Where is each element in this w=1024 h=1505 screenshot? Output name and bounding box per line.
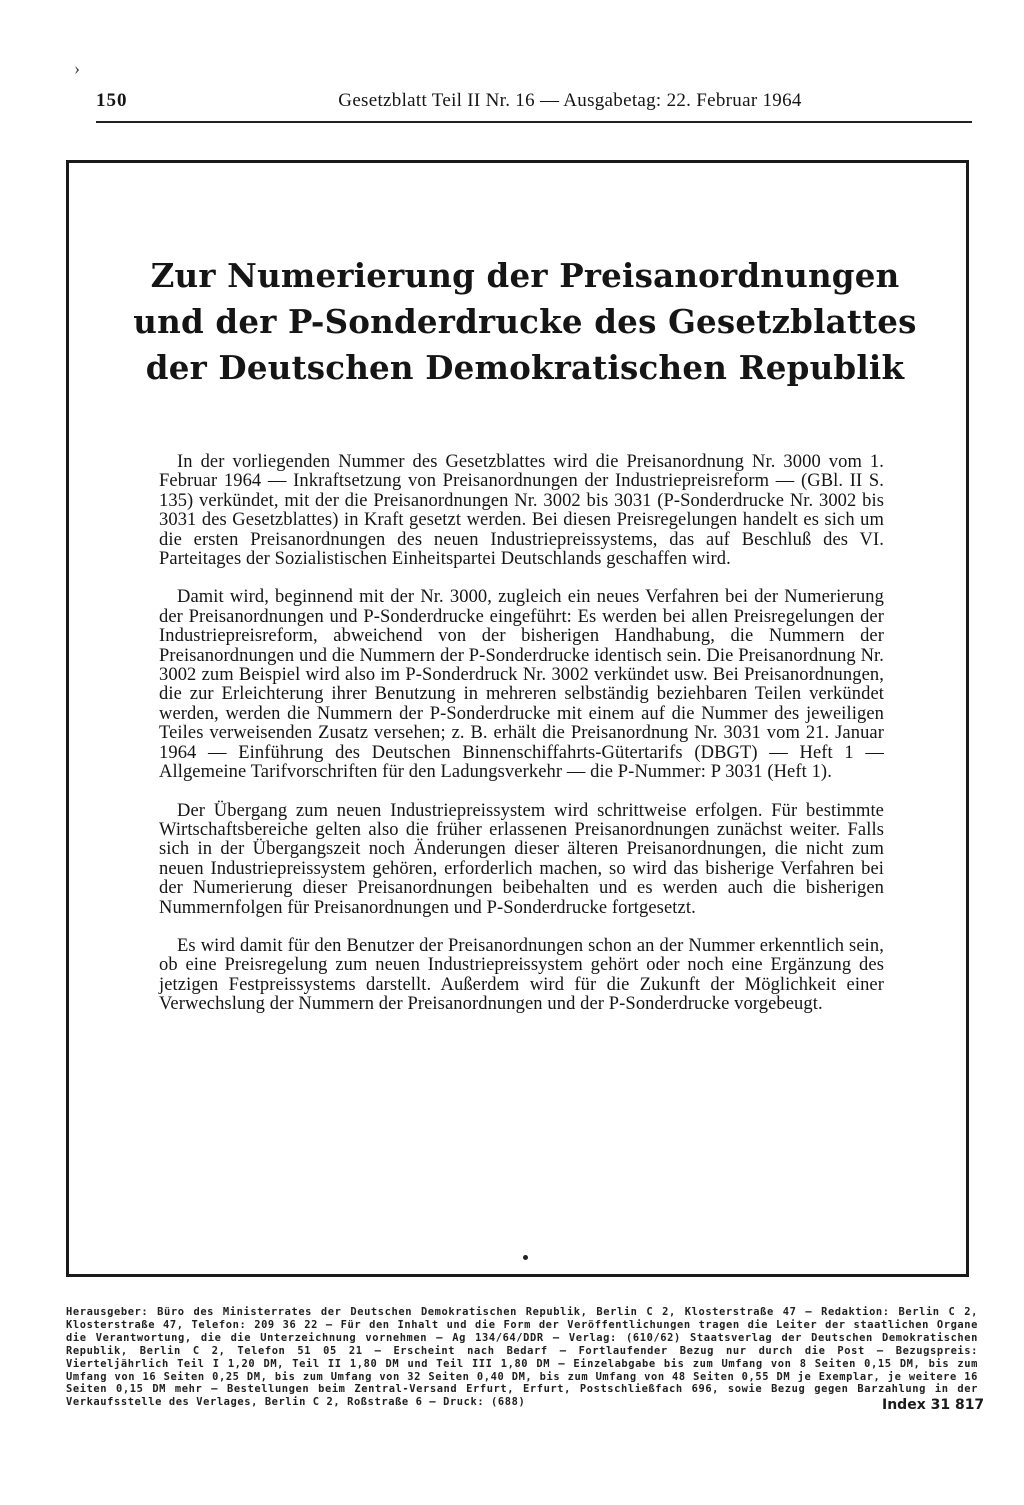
imprint-index: Index 31 817	[882, 1397, 985, 1413]
title-line-1: Zur Numerierung der Preisanordnungen	[150, 256, 900, 295]
title-line-3: der Deutschen Demokratischen Republik	[145, 348, 905, 387]
body-paragraph-4: Es wird damit für den Benutzer der Preisanordnungen schon an der Nummer erkenntlich sein, ob eine Preisregelung zum neuen Industriepreissystem gehört oder noch eine Ergänzung des jetzigen Festpreissystems darstellt. Außerdem wird für die Zukunft der Möglichkeit einer Verwechslung der Nummern der Preisanordnungen und der P-Sonderdrucke vorgebeugt.	[159, 935, 884, 1015]
stray-mark: ›	[74, 58, 80, 78]
bullet-mark	[523, 1255, 528, 1260]
header-title: Gesetzblatt Teil II Nr. 16 — Ausgabetag: 22. Februar 1964	[338, 90, 802, 111]
notice-body	[159, 453, 884, 1034]
body-paragraph-2: Damit wird, beginnend mit der Nr. 3000, zugleich ein neues Verfahren bei der Numerierung der Preisanordnungen und P-Sonderdrucke eingeführt: Es werden bei allen Preisregelungen der Industriepreisreform, abweichend von der bisherigen Handhabung, die Nummern der Preisanordnungen und die Nummern der P-Sonderdrucke identisch sein. Die Preisanordnung Nr. 3002 zum Beispiel wird also im P-Sonderdruck Nr. 3002 verkündet usw. Bei Preisanordnungen, die zur Erleichterung ihrer Benutzung in mehreren selbständig beziehbaren Teilen verkündet werden, werden die Nummern der P-Sonderdrucke mit einem auf die Nummer des jeweiligen Teiles verweisenden Zusatz versehen; z. B. erhält die Preisanordnung Nr. 3031 vom 21. Januar 1964 — Einführung des Deutschen Binnenschiffahrts-Gütertarifs (DBGT) — Heft 1 — Allgemeine Tarifvorschriften für den Ladungsverkehr — die P-Nummer: P 3031 (Heft 1).	[159, 587, 884, 783]
title-line-2: und der P-Sonderdrucke des Gesetzblattes	[133, 302, 917, 341]
body-paragraph-3: Der Übergang zum neuen Industriepreissystem wird schrittweise erfolgen. Für bestimmte Wirtschaftsbereiche gelten also die früher erlassenen Preisanordnungen zunächst weiter. Falls sich in der Übergangszeit noch Änderungen dieser älteren Preisanordnungen, die nicht zum neuen Industriepreissystem gehören, erforderlich machen, so wird das bisherige Verfahren bei der Numerierung dieser Preisanordnungen beibehalten und es werden auch die bisherigen Nummernfolgen für Preisanordnungen und P-Sonderdrucke fortgesetzt.	[159, 800, 884, 918]
running-head	[96, 90, 972, 118]
body-paragraph-1: In der vorliegenden Nummer des Gesetzblattes wird die Preisanordnung Nr. 3000 vom 1. Februar 1964 — Inkraftsetzung von Preisanordnungen der Industriepreisreform — (GBl. II S. 135) verkündet, mit der die Preisanordnungen Nr. 3002 bis 3031 (P-Sonderdrucke Nr. 3002 bis 3031 des Gesetzblattes) in Kraft gesetzt werden. Bei diesen Preisregelungen handelt es sich um die ersten Preisanordnungen des neuen Industriepreissystems, das auf Beschluß des VI. Parteitages der Sozialistischen Einheitspartei Deutschlands geschaffen wird.	[159, 452, 884, 570]
page-number: 150	[96, 90, 128, 111]
notice-title	[110, 253, 940, 391]
imprint: Herausgeber: Büro des Ministerrates der Deutschen Demokratischen Republik, Berlin C 2, Klosterstraße 47 — Redaktion: Berlin C 2, Klosterstraße 47, Telefon: 209 36 22 — Für den Inhalt und die Form der Veröffentlichungen tragen die Leiter der staatlichen Organe die Verantwortung, die die Unterzeichnung vornehmen — Ag 134/64/DDR — Verlag: (610/62) Staatsverlag der Deutschen Demokratischen Republik, Berlin C 2, Telefon 51 05 21 — Erscheint nach Bedarf — Fortlaufender Bezug nur durch die Post — Bezugspreis: Vierteljährlich Teil I 1,20 DM, Teil II 1,80 DM und Teil III 1,80 DM — Einzelabgabe bis zum Umfang von 8 Seiten 0,15 DM, bis zum Umfang von 16 Seiten 0,25 DM, bis zum Umfang von 32 Seiten 0,40 DM, bis zum Umfang von 48 Seiten 0,55 DM je Exemplar, je weitere 16 Seiten 0,15 DM mehr — Bestellungen beim Zentral-Versand Erfurt, Erfurt, Postschließfach 696, sowie Bezug gegen Barzahlung in der Verkaufsstelle des Verlages, Berlin C 2, Roßstraße 6 — Druck: (688)	[66, 1306, 978, 1409]
header-rule	[96, 121, 972, 123]
